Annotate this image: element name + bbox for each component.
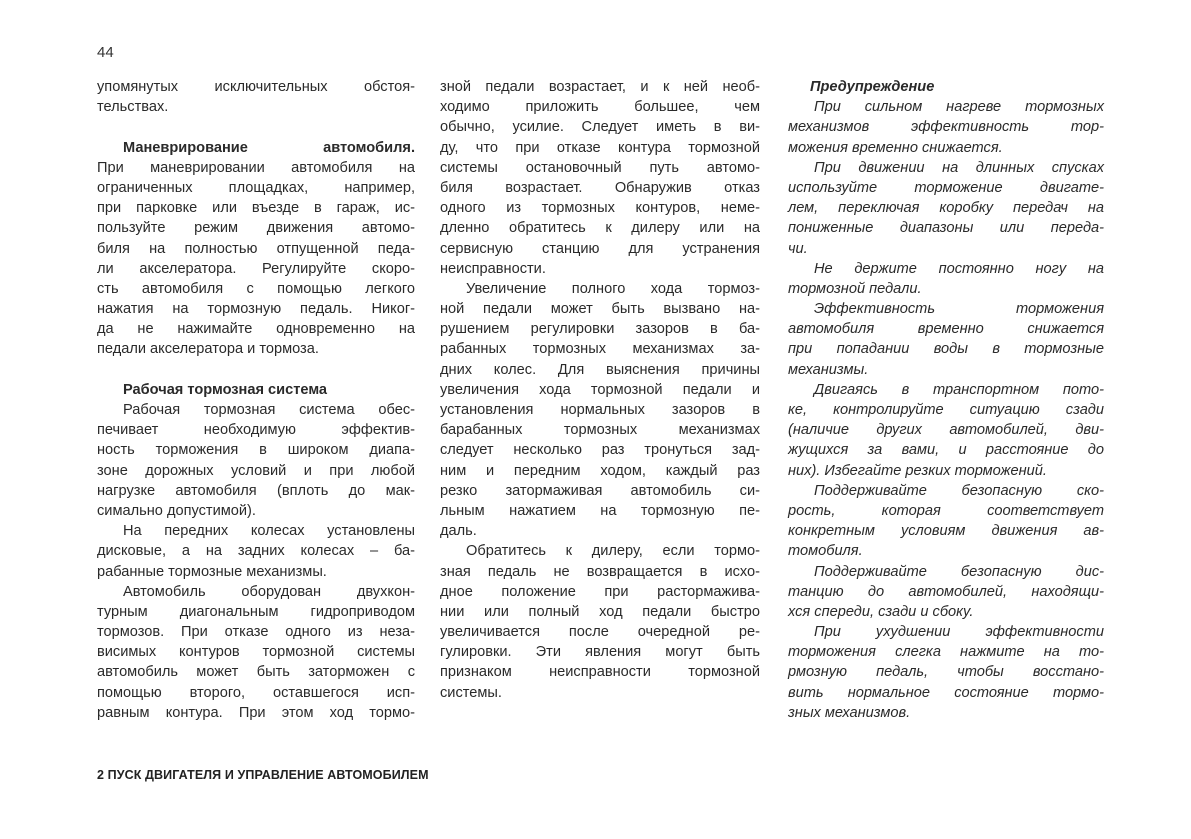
text-line: механизмы.: [788, 361, 869, 378]
text-line: обычно, усилие. Следует иметь в ви-: [440, 119, 760, 136]
text-line: пользуйте режим движения автомо-: [97, 220, 415, 237]
text-line: рабанные тормозные механизмы.: [97, 563, 327, 580]
text-line: неисправности.: [440, 260, 546, 277]
text-line: нагрузке автомобиля (вплоть до мак-: [97, 482, 415, 499]
text-line: При ухудшении эффективности: [814, 624, 1104, 641]
text-line: увеличивается после очередной ре-: [440, 624, 760, 641]
text-line: Обратитесь к дилеру, если тормо-: [466, 543, 760, 560]
text-line: ность торможения в широком диапа-: [97, 442, 415, 459]
text-line: На передних колесах установлены: [123, 523, 415, 540]
text-line: автомобиль может быть заторможен с: [97, 664, 415, 681]
text-line: томобиля.: [788, 543, 863, 560]
text-line: При маневрировании автомобиля на: [97, 159, 415, 176]
text-line: нии или полный ход педали быстро: [440, 603, 760, 620]
text-line: сть автомобиля с помощью легкого: [97, 280, 415, 297]
text-line: торможения слегка нажмите на то-: [788, 644, 1104, 661]
text-line: ходимо приложить большее, чем: [440, 99, 760, 116]
text-line: жущихся за вами, и расстояние до: [788, 442, 1104, 459]
text-line: Увеличение полного хода тормоз-: [466, 280, 760, 297]
text-line: используйте торможение двигате-: [788, 179, 1104, 196]
text-line: дисковые, а на задних колесах – ба-: [97, 543, 415, 560]
text-line: конкретным условиям движения ав-: [788, 523, 1104, 540]
text-line: печивает необходимую эффектив-: [97, 422, 415, 439]
warning-column: [788, 77, 1104, 723]
text-line: педали акселератора и тормоза.: [97, 341, 319, 358]
text-line: признаком неисправности тормозной: [440, 664, 760, 681]
text-line: При сильном нагреве тормозных: [814, 99, 1104, 116]
text-line: пониженные диапазоны или переда-: [788, 220, 1104, 237]
text-line: льным нажатием на тормозную пе-: [440, 502, 760, 519]
text-line: зной педали возрастает, и к ней необ-: [440, 79, 760, 95]
text-line: механизмов эффективность тор-: [788, 119, 1104, 136]
text-line: дное положение при растормажива-: [440, 583, 760, 600]
text-line: Поддерживайте безопасную дис-: [814, 563, 1104, 580]
text-line: ли акселератора. Регулируйте скоро-: [97, 260, 415, 277]
text-line: барабанных тормозных механизмах: [440, 422, 760, 439]
text-column-1: [97, 77, 415, 723]
text-line: Не держите постоянно ногу на: [814, 260, 1104, 277]
text-line: Эффективность торможения: [814, 301, 1104, 318]
text-column-2: [440, 77, 760, 703]
text-line: резко затормаживая автомобиль си-: [440, 482, 760, 499]
text-line: висимых контуров тормозной системы: [97, 644, 415, 661]
text-line: Двигаясь в транспортном пото-: [814, 381, 1104, 398]
text-line: одного из тормозных контуров, неме-: [440, 200, 760, 217]
text-line: тормозной педали.: [788, 280, 922, 297]
text-line: следует несколько раз тронуться зад-: [440, 442, 760, 459]
text-line: тельствах.: [97, 99, 169, 116]
text-line: танцию до автомобилей, находящи-: [788, 583, 1104, 600]
text-line: зных механизмов.: [788, 704, 911, 721]
text-line: ке, контролируйте ситуацию сзади: [788, 402, 1104, 418]
text-line: биля возрастает. Обнаружив отказ: [440, 179, 760, 196]
text-line: рушением регулировки зазоров в ба-: [440, 321, 760, 338]
text-line: да не нажимайте одновременно на: [97, 321, 415, 338]
text-line: упомянутых исключительных обстоя-: [97, 79, 415, 95]
text-line: биля на полностью отпущенной педа-: [97, 240, 415, 257]
text-line: вить нормальное состояние тормо-: [788, 684, 1104, 701]
text-line: равным контура. При этом ход тормо-: [97, 704, 415, 721]
text-line: нажатия на тормозную педаль. Никог-: [97, 301, 415, 318]
text-line: Автомобиль оборудован двухкон-: [123, 583, 415, 600]
text-line: лем, переключая коробку передач на: [788, 200, 1104, 217]
text-line: Рабочая тормозная система обес-: [123, 402, 415, 418]
text-line: при парковке или въезде в гараж, ис-: [97, 200, 415, 217]
text-line: системы.: [440, 684, 502, 701]
page-number: 44: [97, 44, 114, 61]
text-line: рабанных тормозных механизмах за-: [440, 341, 760, 358]
text-line: при попадании воды в тормозные: [788, 341, 1104, 358]
text-line: помощью второго, оставшегося исп-: [97, 684, 415, 701]
text-line: дленно обратитесь к дилеру или на: [440, 220, 760, 237]
text-line: гулировки. Эти явления могут быть: [440, 644, 760, 661]
warning-title: Предупреждение: [810, 79, 935, 95]
text-line: ним и передним ходом, каждый раз: [440, 462, 760, 479]
text-line: дних колес. Для выяснения причины: [440, 361, 760, 378]
text-line: При движении на длинных спусках: [814, 159, 1104, 176]
text-line: сервисную станцию для устранения: [440, 240, 760, 257]
text-line: турным диагональным гидроприводом: [97, 603, 415, 620]
text-line: даль.: [440, 523, 477, 540]
text-line: симально допустимой).: [97, 502, 256, 519]
text-line: (наличие других автомобилей, дви-: [788, 422, 1104, 439]
text-line: них). Избегайте резких торможений.: [788, 462, 1047, 479]
text-line: ограниченных площадках, например,: [97, 179, 415, 196]
text-line: установления нормальных зазоров в: [440, 402, 760, 418]
section-heading-service-brake: Рабочая тормозная система: [123, 381, 328, 398]
text-line: рость, которая соответствует: [788, 502, 1104, 519]
section-footer: 2 ПУСК ДВИГАТЕЛЯ И УПРАВЛЕНИЕ АВТОМОБИЛЕМ: [97, 768, 429, 782]
text-line: увеличения хода тормозной педали и: [440, 381, 760, 398]
section-heading-maneuvering: Маневрирование автомобиля.: [123, 139, 415, 156]
text-line: тормозов. При отказе одного из неза-: [97, 624, 415, 641]
text-line: можения временно снижается.: [788, 139, 1003, 156]
text-line: зная педаль не возвращается в исхо-: [440, 563, 760, 580]
text-line: рмозную педаль, чтобы восстано-: [788, 664, 1104, 681]
text-line: Поддерживайте безопасную ско-: [814, 482, 1104, 499]
text-line: автомобиля временно снижается: [788, 321, 1104, 338]
text-line: хся спереди, сзади и сбоку.: [788, 603, 974, 620]
text-line: ной педали может быть вызвано на-: [440, 301, 760, 318]
text-line: системы остановочный путь автомо-: [440, 159, 760, 176]
text-line: зоне дорожных условий и при любой: [97, 462, 415, 479]
text-line: чи.: [788, 240, 808, 257]
text-line: ду, что при отказе контура тормозной: [440, 139, 760, 156]
